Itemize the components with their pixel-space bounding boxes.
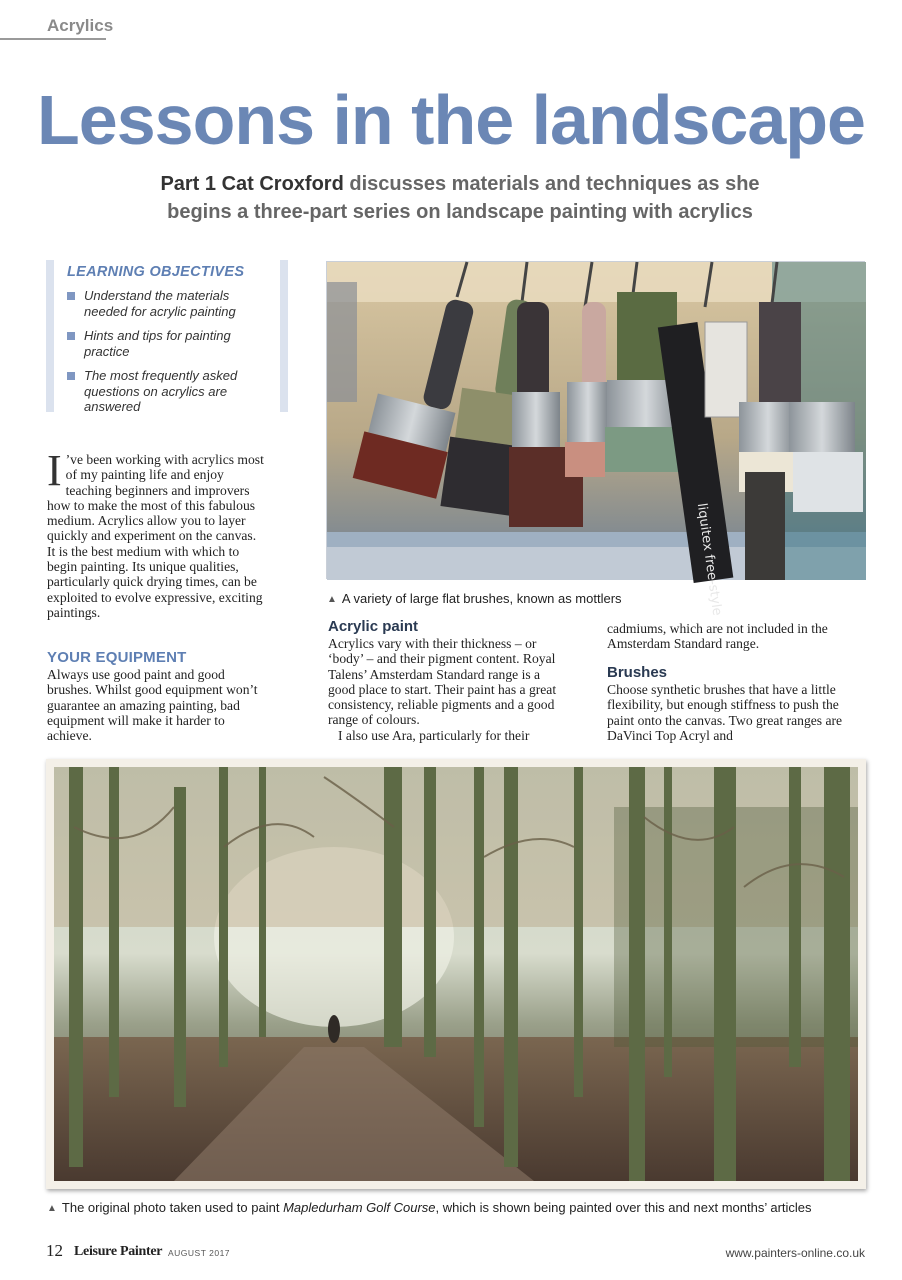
objectives-bar-right (280, 260, 288, 412)
brushes-caption-text: A variety of large flat brushes, known as mottlers (341, 591, 622, 606)
objectives-heading: LEARNING OBJECTIVES (67, 264, 245, 280)
acrylic-paint-heading: Acrylic paint (328, 618, 419, 635)
objectives-bar-left (46, 260, 54, 412)
caption-triangle-icon: ▲ (47, 1203, 57, 1214)
standfirst (100, 170, 820, 226)
issue-date: AUGUST 2017 (168, 1248, 231, 1258)
standfirst-line-2: begins a three-part series on landscape painting with acrylics (167, 201, 753, 223)
magazine-logo: Leisure Painter (74, 1244, 163, 1259)
page-title: Lessons in the landscape (37, 81, 865, 159)
square-bullet-icon (67, 332, 75, 340)
equipment-heading: YOUR EQUIPMENT (47, 649, 187, 666)
acrylic-paint-paragraph-2: I also use Ara, particularly for their (338, 727, 530, 743)
woodland-caption-text: The original photo taken used to paint (61, 1200, 284, 1215)
objective-text: Hints and tips for painting practice (84, 328, 231, 359)
brush-label-text: liquitex (693, 502, 716, 552)
acrylic-paint-paragraph: Acrylics vary with their thickness – or ‘body’ – and their pigment content. Royal Talens’ Amsterdam Standard range is a good place to start. Their paint has a great consistency, reliable pigments and a good range of colours. (328, 636, 557, 728)
intro-paragraph (47, 446, 265, 620)
section-rule (0, 38, 106, 40)
objectives-list (66, 288, 266, 424)
brushes-heading: Brushes (607, 664, 668, 681)
standfirst-author: Part 1 Cat Croxford (160, 173, 344, 195)
objective-item (66, 288, 266, 319)
square-bullet-icon (67, 372, 75, 380)
standfirst-line-1: discusses materials and techniques as she (343, 173, 760, 195)
section-tag: Acrylics (47, 16, 114, 35)
drop-cap: I (47, 446, 62, 495)
caption-triangle-icon: ▲ (327, 594, 337, 605)
woodland-photo (54, 767, 858, 1181)
woodland-caption (47, 1200, 812, 1215)
woodland-photo-frame (46, 759, 866, 1189)
acrylic-paint-continued: cadmiums, which are not included in the Amsterdam Standard range. (607, 621, 828, 652)
brushes-text: Choose synthetic brushes that have a little flexibility, but enough stiffness to push the paint onto the canvas. Two great ranges are DaVinci Top Acryl and (607, 682, 843, 743)
learning-objectives-box (46, 260, 288, 412)
equipment-text: Always use good paint and good brushes. Whilst good equipment won’t guarantee an amazing painting, bad equipment will make it harder to achieve. (47, 667, 258, 744)
objective-item (66, 328, 266, 359)
brushes-caption (327, 591, 622, 606)
objective-text: Understand the materials needed for acrylic painting (84, 288, 236, 319)
acrylic-paint-text (328, 636, 568, 743)
square-bullet-icon (67, 292, 75, 300)
website-link[interactable]: www.painters-online.co.uk (725, 1246, 865, 1260)
painting-title: Mapledurham Golf Course (283, 1200, 436, 1215)
objective-text: The most frequently asked questions on acrylics are answered (84, 368, 238, 414)
woodland-illustration (54, 767, 858, 1181)
objective-item (66, 368, 266, 415)
brush-label-range: free-style (700, 553, 725, 617)
page-number: 12 (46, 1241, 63, 1260)
intro-text: ’ve been working with acrylics most of my painting life and enjoy teaching beginners and improvers how to make the most of this fabulous medium. Acrylics allow you to layer quickly and experiment on the canvas. It is the best medium with which to begin painting. Its unique qualities, particularly quick drying times, can be exploited to evolve expressive, exciting paintings. (47, 452, 264, 620)
woodland-caption-rest: , which is shown being painted over this and next months’ articles (435, 1200, 812, 1215)
